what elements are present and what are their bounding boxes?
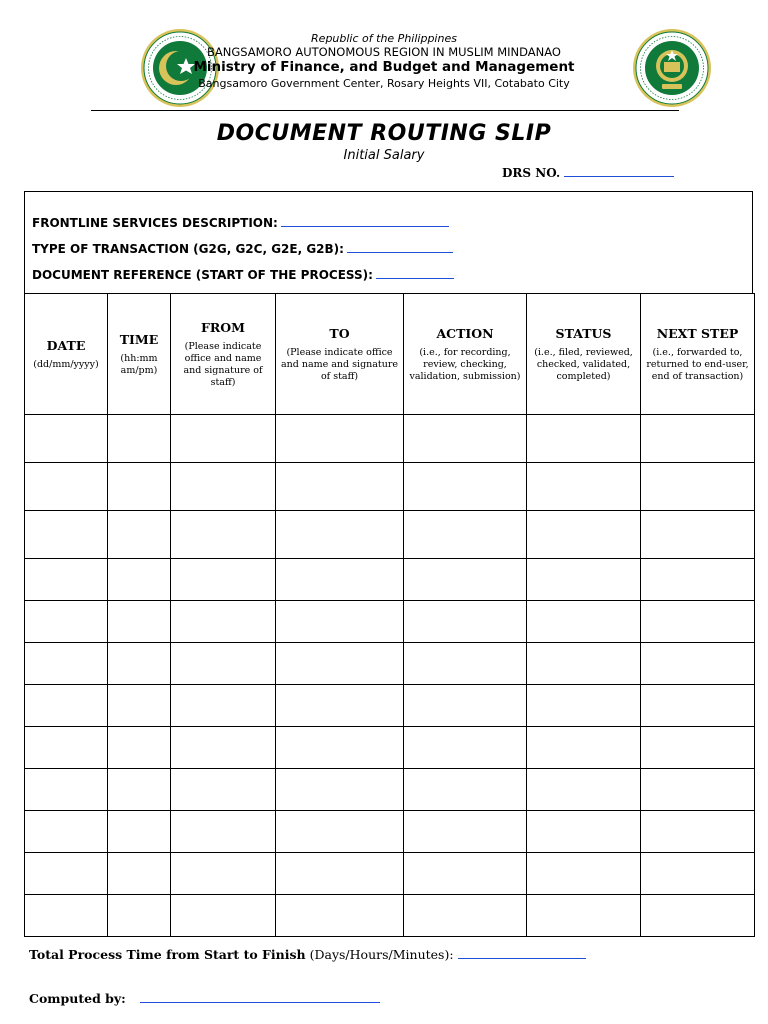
- cell-to[interactable]: [276, 685, 404, 727]
- cell-action[interactable]: [404, 463, 527, 511]
- frontline-services-field: [32, 215, 449, 230]
- cell-to[interactable]: [276, 463, 404, 511]
- computed-by-field: [29, 990, 380, 1006]
- cell-status[interactable]: [527, 601, 641, 643]
- cell-to[interactable]: [276, 601, 404, 643]
- table-row: [25, 643, 755, 685]
- cell-to[interactable]: [276, 769, 404, 811]
- cell-to[interactable]: [276, 727, 404, 769]
- frontline-services-blank[interactable]: [281, 215, 449, 227]
- ministry-heading: Ministry of Finance, and Budget and Management: [193, 59, 575, 75]
- document-title: DOCUMENT ROUTING SLIP: [216, 121, 552, 146]
- cell-next-step[interactable]: [641, 853, 755, 895]
- cell-date[interactable]: [25, 463, 108, 511]
- cell-time[interactable]: [108, 811, 171, 853]
- cell-date[interactable]: [25, 727, 108, 769]
- cell-time[interactable]: [108, 769, 171, 811]
- document-reference-label: DOCUMENT REFERENCE (START OF THE PROCESS):: [32, 268, 373, 282]
- cell-from[interactable]: [171, 601, 276, 643]
- cell-action[interactable]: [404, 511, 527, 559]
- cell-next-step[interactable]: [641, 727, 755, 769]
- total-process-time-units: (Days/Hours/Minutes):: [309, 947, 454, 962]
- cell-status[interactable]: [527, 769, 641, 811]
- cell-status[interactable]: [527, 463, 641, 511]
- cell-to[interactable]: [276, 643, 404, 685]
- cell-status[interactable]: [527, 811, 641, 853]
- cell-time[interactable]: [108, 685, 171, 727]
- table-header-row: [25, 294, 755, 415]
- cell-from[interactable]: [171, 463, 276, 511]
- cell-time[interactable]: [108, 643, 171, 685]
- cell-to[interactable]: [276, 511, 404, 559]
- document-reference-blank[interactable]: [376, 267, 454, 279]
- cell-action[interactable]: [404, 415, 527, 463]
- cell-next-step[interactable]: [641, 895, 755, 937]
- table-row: [25, 769, 755, 811]
- cell-time[interactable]: [108, 601, 171, 643]
- table-row: [25, 853, 755, 895]
- table-row: [25, 727, 755, 769]
- cell-to[interactable]: [276, 895, 404, 937]
- cell-from[interactable]: [171, 853, 276, 895]
- column-header-time: TIME (hh:mm am/pm): [108, 294, 171, 415]
- total-process-time-field: [29, 946, 586, 962]
- total-process-time-blank[interactable]: [458, 946, 586, 959]
- cell-status[interactable]: [527, 559, 641, 601]
- cell-next-step[interactable]: [641, 685, 755, 727]
- routing-table: [24, 293, 755, 937]
- cell-time[interactable]: [108, 727, 171, 769]
- cell-next-step[interactable]: [641, 601, 755, 643]
- region-heading: BANGSAMORO AUTONOMOUS REGION IN MUSLIM MINDANAO: [207, 45, 561, 59]
- cell-action[interactable]: [404, 769, 527, 811]
- cell-next-step[interactable]: [641, 559, 755, 601]
- cell-from[interactable]: [171, 511, 276, 559]
- table-row: [25, 895, 755, 937]
- cell-action[interactable]: [404, 685, 527, 727]
- table-row: [25, 463, 755, 511]
- column-header-from: FROM (Please indicate office and name and signature of staff): [171, 294, 276, 415]
- cell-from[interactable]: [171, 769, 276, 811]
- cell-date[interactable]: [25, 559, 108, 601]
- cell-status[interactable]: [527, 727, 641, 769]
- republic-heading: Republic of the Philippines: [311, 32, 457, 45]
- cell-status[interactable]: [527, 511, 641, 559]
- document-subtitle: Initial Salary: [343, 148, 425, 163]
- cell-status[interactable]: [527, 895, 641, 937]
- column-header-to: TO (Please indicate office and name and signature of staff): [276, 294, 404, 415]
- drs-number-field: [502, 164, 674, 180]
- cell-status[interactable]: [527, 415, 641, 463]
- cell-to[interactable]: [276, 811, 404, 853]
- transaction-type-blank[interactable]: [347, 241, 453, 253]
- cell-date[interactable]: [25, 511, 108, 559]
- cell-from[interactable]: [171, 559, 276, 601]
- computed-by-label: Computed by:: [29, 991, 126, 1006]
- transaction-type-label: TYPE OF TRANSACTION (G2G, G2C, G2E, G2B):: [32, 242, 344, 256]
- cell-action[interactable]: [404, 559, 527, 601]
- column-header-action: ACTION (i.e., for recording, review, checking, validation, submission): [404, 294, 527, 415]
- cell-to[interactable]: [276, 559, 404, 601]
- cell-date[interactable]: [25, 601, 108, 643]
- cell-from[interactable]: [171, 727, 276, 769]
- cell-date[interactable]: [25, 769, 108, 811]
- computed-by-blank[interactable]: [140, 990, 380, 1003]
- cell-date[interactable]: [25, 895, 108, 937]
- table-body: [25, 415, 755, 937]
- cell-action[interactable]: [404, 895, 527, 937]
- info-box: [24, 191, 753, 293]
- cell-time[interactable]: [108, 511, 171, 559]
- document-reference-field: [32, 267, 454, 282]
- cell-next-step[interactable]: [641, 415, 755, 463]
- cell-time[interactable]: [108, 415, 171, 463]
- table-row: [25, 511, 755, 559]
- cell-date[interactable]: [25, 643, 108, 685]
- cell-from[interactable]: [171, 415, 276, 463]
- cell-action[interactable]: [404, 643, 527, 685]
- address-line: Bangsamoro Government Center, Rosary Heights VII, Cotabato City: [198, 77, 570, 90]
- table-row: [25, 811, 755, 853]
- cell-next-step[interactable]: [641, 643, 755, 685]
- cell-status[interactable]: [527, 685, 641, 727]
- cell-status[interactable]: [527, 853, 641, 895]
- cell-time[interactable]: [108, 559, 171, 601]
- drs-label: DRS NO.: [502, 166, 561, 180]
- column-header-status: STATUS (i.e., filed, reviewed, checked, validated, completed): [527, 294, 641, 415]
- table-row: [25, 415, 755, 463]
- cell-time[interactable]: [108, 895, 171, 937]
- cell-status[interactable]: [527, 643, 641, 685]
- transaction-type-field: [32, 241, 453, 256]
- table-row: [25, 559, 755, 601]
- cell-from[interactable]: [171, 895, 276, 937]
- cell-date[interactable]: [25, 415, 108, 463]
- column-header-next-step: NEXT STEP (i.e., forwarded to, returned to end-user, end of transaction): [641, 294, 755, 415]
- cell-from[interactable]: [171, 811, 276, 853]
- cell-time[interactable]: [108, 853, 171, 895]
- cell-action[interactable]: [404, 853, 527, 895]
- cell-from[interactable]: [171, 685, 276, 727]
- cell-action[interactable]: [404, 601, 527, 643]
- header-divider: [91, 110, 679, 111]
- cell-action[interactable]: [404, 727, 527, 769]
- cell-date[interactable]: [25, 811, 108, 853]
- cell-time[interactable]: [108, 463, 171, 511]
- table-row: [25, 601, 755, 643]
- cell-to[interactable]: [276, 415, 404, 463]
- cell-next-step[interactable]: [641, 511, 755, 559]
- total-process-time-label: Total Process Time from Start to Finish: [29, 947, 306, 962]
- cell-to[interactable]: [276, 853, 404, 895]
- table-row: [25, 685, 755, 727]
- column-header-date: DATE (dd/mm/yyyy): [25, 294, 108, 415]
- cell-date[interactable]: [25, 853, 108, 895]
- cell-action[interactable]: [404, 811, 527, 853]
- cell-next-step[interactable]: [641, 463, 755, 511]
- cell-date[interactable]: [25, 685, 108, 727]
- drs-number-blank[interactable]: [564, 164, 674, 177]
- cell-next-step[interactable]: [641, 769, 755, 811]
- cell-next-step[interactable]: [641, 811, 755, 853]
- cell-from[interactable]: [171, 643, 276, 685]
- frontline-services-label: FRONTLINE SERVICES DESCRIPTION:: [32, 216, 278, 230]
